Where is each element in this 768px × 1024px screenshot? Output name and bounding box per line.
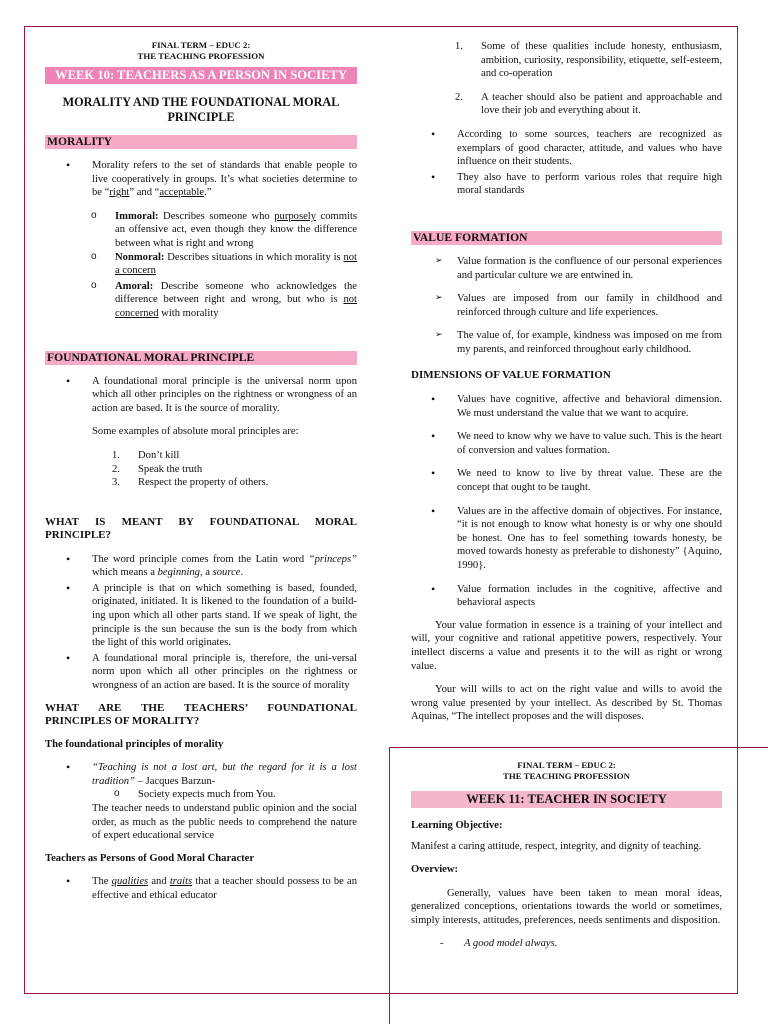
fmp-therefore-item: • A foundational moral principle is, therefore, the uni-versal norm upon which all other principles on the rightness or wrongness of an action are based. It is the source of morality xyxy=(92,652,357,693)
society-expects: o Society expects much from You. xyxy=(138,788,357,802)
dimensions-title: DIMENSIONS OF VALUE FORMATION xyxy=(411,368,611,381)
fmp-example-2: 2. Speak the truth xyxy=(112,463,203,475)
princeps-item: • The word principle comes from the Latin word “princeps” which means a beginning, a source. xyxy=(92,553,357,580)
fmp-examples-intro: Some examples of absolute moral principles are: xyxy=(92,426,299,438)
immoral-item: o Immoral: Describes someone who purposely commits an offensive act, even though they know the difference between what is right and wrong xyxy=(115,210,357,251)
dimension-item-4: • Values are in the affective domain of objectives. For instance, “it is not enough to know what honesty is or why one should be honest. One has to feel something towards honesty, be moved towards honesty as preferable to dishonesty” {Aquino, 1990}. xyxy=(457,505,722,573)
overview-label: Overview: xyxy=(411,864,459,876)
page2-vertical-border xyxy=(389,747,390,1024)
qualities-list-1: 1. Some of these qualities include honesty, enthusiasm, ambition, curiosity, responsibility, etiquette, self-esteem, and co-operation xyxy=(455,41,722,80)
dimension-item-5: • Value formation includes in the cognitive, affective and behavioral aspects xyxy=(457,583,722,610)
principle-item: • A principle is that on which something is based, founded, originated, initiated. It is likened to the foundation of a build-ing upon which all other parts stand. If we speak of light, the principle is the sun because the sun is the body from which the light of this world originates. xyxy=(92,582,357,650)
learning-objective-text: Manifest a caring attitude, respect, integrity, and dignity of teaching. xyxy=(411,840,702,852)
page2-top-border xyxy=(389,747,768,748)
section-morality: MORALITY xyxy=(45,135,357,149)
fmp-definition: • A foundational moral principle is the universal norm upon which all other principles on the rightness or wrongness of an action are based. It is the source of morality. xyxy=(92,375,357,416)
overview-text: Generally, values have been taken to mean moral ideas, generalized conceptions, orientations towards the world or sometimes, simply interests, attitudes, preferences, needs sentiments and disposition. xyxy=(411,887,722,926)
barzun-quote: • “Teaching is not a lost art, but the regard for it is a lost tradition” – Jacques Barzun- xyxy=(92,761,357,788)
page2-header-line-1: FINAL TERM – EDUC 2: xyxy=(517,760,616,770)
paragraph-intellect: Your value formation in essence is a training of your intellect and will, your cognitive and rational appetitive powers, respectively. Your intellect discerns a value and presents it to the will as right or wrong value. xyxy=(411,619,722,672)
fmp-example-1: 1. Don’t kill xyxy=(112,449,180,461)
week-10-banner: WEEK 10: TEACHERS AS A PERSON IN SOCIETY xyxy=(45,67,357,84)
fmp-example-3: 3. Respect the property of others. xyxy=(112,477,269,489)
nonmoral-item: o Nonmoral: Describes situations in which morality is not a concern xyxy=(115,251,357,278)
qualities-item: • The qualities and traits that a teacher should possess to be an effective and ethical educator xyxy=(92,875,357,902)
dimension-item-3: • We need to know to live by threat value. These are the concept that ought to be taught. xyxy=(457,467,722,494)
section-foundational-moral-principle: FOUNDATIONAL MORAL PRINCIPLE xyxy=(45,351,357,365)
right-column xyxy=(411,40,722,724)
morality-definition: • Morality refers to the set of standards that enable people to live cooperatively in groups. It’s what societies determine to be “right” and “acceptable.” xyxy=(92,159,357,200)
center-title: MORALITY AND THE FOUNDATIONAL MORAL PRINCIPLE xyxy=(62,95,340,124)
header-line-1: FINAL TERM – EDUC 2: xyxy=(151,40,251,50)
learning-objective-label: Learning Objective: xyxy=(411,820,503,831)
qualities-list-2: 2. A teacher should also be patient and approachable and love their job and everything about it. xyxy=(455,91,722,117)
page2-column xyxy=(411,760,722,950)
dimension-item-1: • Values have cognitive, affective and behavioral dimension. We must understand the value that we want to acquire. xyxy=(457,393,722,420)
header-line-2: THE TEACHING PROFESSION xyxy=(137,50,265,61)
amoral-item: o Amoral: Describe someone who acknowledges the difference between right and wrong, but who is not concerned with morality xyxy=(115,280,357,321)
vf-item-1: ➢ Value formation is the confluence of our personal experiences and particular culture we are entwined in. xyxy=(457,255,722,282)
page2-header-line-2: THE TEACHING PROFESSION xyxy=(503,770,630,781)
paragraph-will: Your will wills to act on the right value and wills to avoid the wrong value presented by your intellect. As described by St. Thomas Aquinas, “The intellect proposes and the will disposes. xyxy=(411,684,722,723)
subheading-good-moral: Teachers as Persons of Good Moral Character xyxy=(45,852,255,864)
exemplars-item: • According to some sources, teachers are recognized as exemplars of good character, attitude, and values who have influence on their students. xyxy=(457,128,722,169)
good-model-item: - A good model always. xyxy=(464,937,722,951)
teacher-needs: The teacher needs to understand public opinion and the social order, as much as the public needs to comprehend the nature of expert educational service xyxy=(92,803,357,842)
left-column xyxy=(45,40,357,903)
question-meaning: WHAT IS MEANT BY FOUNDATIONAL MORAL PRINCIPLE? xyxy=(45,515,357,542)
vf-item-3: ➢ The value of, for example, kindness was imposed on me from my parents, and reinforced throughout early childhood. xyxy=(457,329,722,356)
question-teachers-principles: WHAT ARE THE TEACHERS’ FOUNDATIONAL PRINCIPLES OF MORALITY? xyxy=(45,701,357,728)
week-11-banner: WEEK 11: TEACHER IN SOCIETY xyxy=(411,791,722,808)
section-value-formation: VALUE FORMATION xyxy=(411,231,722,245)
vf-item-2: ➢ Values are imposed from our family in childhood and reinforced through culture and life experiences. xyxy=(457,292,722,319)
subheading-principles: The foundational principles of morality xyxy=(45,738,224,750)
roles-item: • They also have to perform various roles that require high moral standards xyxy=(457,171,722,198)
dimension-item-2: • We need to know why we have to value such. This is the heart of conversion and values formation. xyxy=(457,430,722,457)
